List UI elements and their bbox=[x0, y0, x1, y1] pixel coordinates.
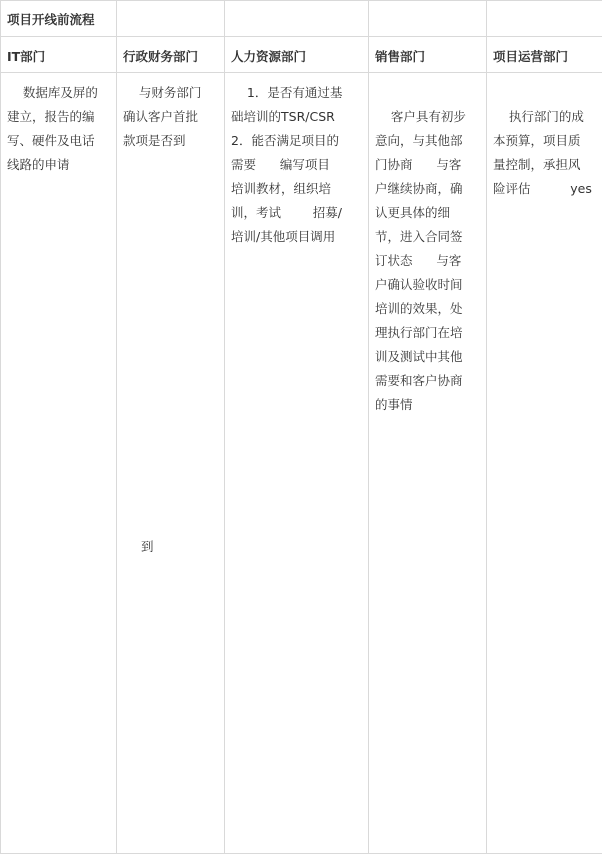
content-row bbox=[1, 73, 602, 854]
cell-admin-finance bbox=[117, 73, 225, 854]
cell-it bbox=[1, 73, 117, 854]
cell-operations bbox=[487, 73, 602, 854]
empty-cell bbox=[225, 1, 369, 37]
empty-cell bbox=[369, 1, 487, 37]
header-row bbox=[1, 37, 602, 73]
empty-cell bbox=[117, 1, 225, 37]
header-admin-finance: 行政财务部门 bbox=[117, 37, 225, 73]
cell-sales-text: 客户具有初步 意向，与其他部 门协商 与客 户继续协商，确 认更具体的细 节，进入合同签 订状态 与客 户确认验收时间 培训的效果，处 理执行部门在培 训及测试中其他 需要和客户协商 的事情 bbox=[369, 73, 486, 417]
cell-hr bbox=[225, 73, 369, 854]
table-title: 项目开线前流程 bbox=[1, 1, 117, 37]
empty-cell bbox=[487, 1, 602, 37]
cell-admin-finance-text: 与财务部门 确认客户首批 款项是否到 bbox=[117, 73, 224, 153]
cell-admin-finance-extra: 到 bbox=[141, 535, 154, 559]
cell-sales bbox=[369, 73, 487, 854]
header-it: IT部门 bbox=[1, 37, 117, 73]
cell-hr-text: 1．是否有通过基 础培训的TSR/CSR 2．能否满足项目的 需要 编写项目 培训教材，组织培 训，考试 招募/ 培训/其他项目调用 bbox=[225, 73, 368, 249]
header-hr: 人力资源部门 bbox=[225, 37, 369, 73]
cell-it-text: 数据库及屏的 建立，报告的编 写、硬件及电话 线路的申请 bbox=[1, 73, 116, 177]
header-sales: 销售部门 bbox=[369, 37, 487, 73]
title-row bbox=[1, 1, 602, 37]
cell-operations-text: 执行部门的成 本预算，项目质 量控制，承担风 险评估 yes bbox=[487, 73, 602, 201]
header-operations: 项目运营部门 bbox=[487, 37, 602, 73]
